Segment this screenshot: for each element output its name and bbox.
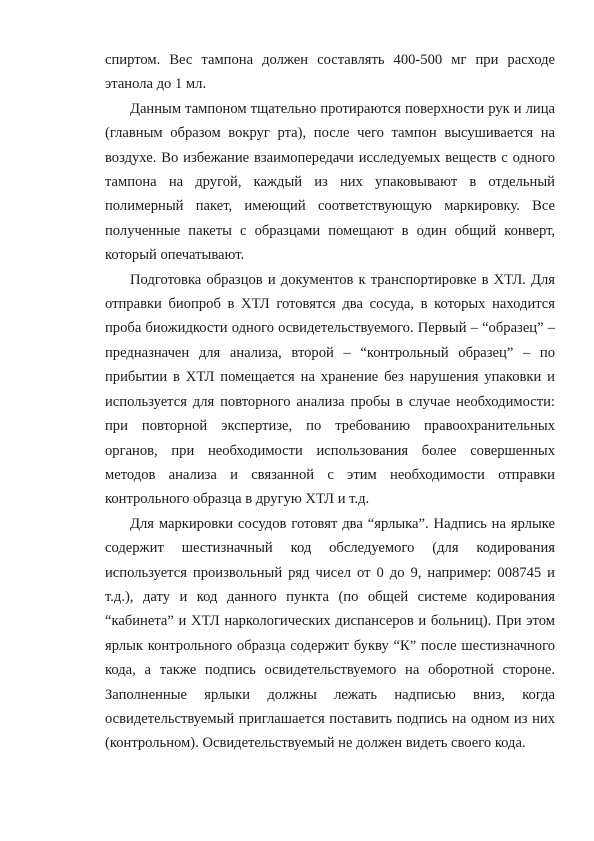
paragraph-swab-procedure: Данным тампоном тщательно протираются поверхности рук и лица (главным образом вокруг рта), после чего тампон высушивается на воздухе. Во избежание взаимопередачи исследуемых веществ с одного тампона на другой, каждый из них упаковывают в отдельный полимерный пакет, имеющий соответствующую маркировку. Все полученные пакеты с образцами помещают в один общий конверт, который опечатывают. <box>105 100 555 264</box>
paragraph-sample-preparation: Подготовка образцов и документов к транспортировке в ХТЛ. Для отправки биопроб в ХТЛ готовятся два сосуда, в которых находится проба биожидкости одного освидетельствуемого. Первый – “образец” – предназначен для анализа, второй – “контрольный образец” – по прибытии в ХТЛ помещается на хранение без нарушения упаковки и используется для повторного анализа пробы в случае необходимости: при повторной экспертизе, по требованию правоохранительных органов, при необходимости использования более совершенных методов анализа и связанной с этим необходимости отправки контрольного образца в другую ХТЛ и т.д. <box>105 271 555 508</box>
paragraph-labeling: Для маркировки сосудов готовят два “ярлыка”. Надпись на ярлыке содержит шестизначный код обследуемого (для кодирования используется произвольный ряд чисел от 0 до 9, например: 008745 и т.д.), дату и код данного пункта (по общей системе кодирования “кабинета” и ХТЛ наркологических диспансеров и больниц). При этом ярлык контрольного образца содержит букву “К” после шестизначного кода, а также подпись освидетельствуемого на оборотной стороне. Заполненные ярлыки должны лежать надписью вниз, когда освидетельствуемый приглашается поставить подпись на одном из них (контрольном). Освидетельствуемый не должен видеть своего кода. <box>105 515 555 752</box>
document-page <box>105 48 555 756</box>
paragraph-continuation: спиртом. Вес тампона должен составлять 400-500 мг при расходе этанола до 1 мл. <box>105 52 555 93</box>
